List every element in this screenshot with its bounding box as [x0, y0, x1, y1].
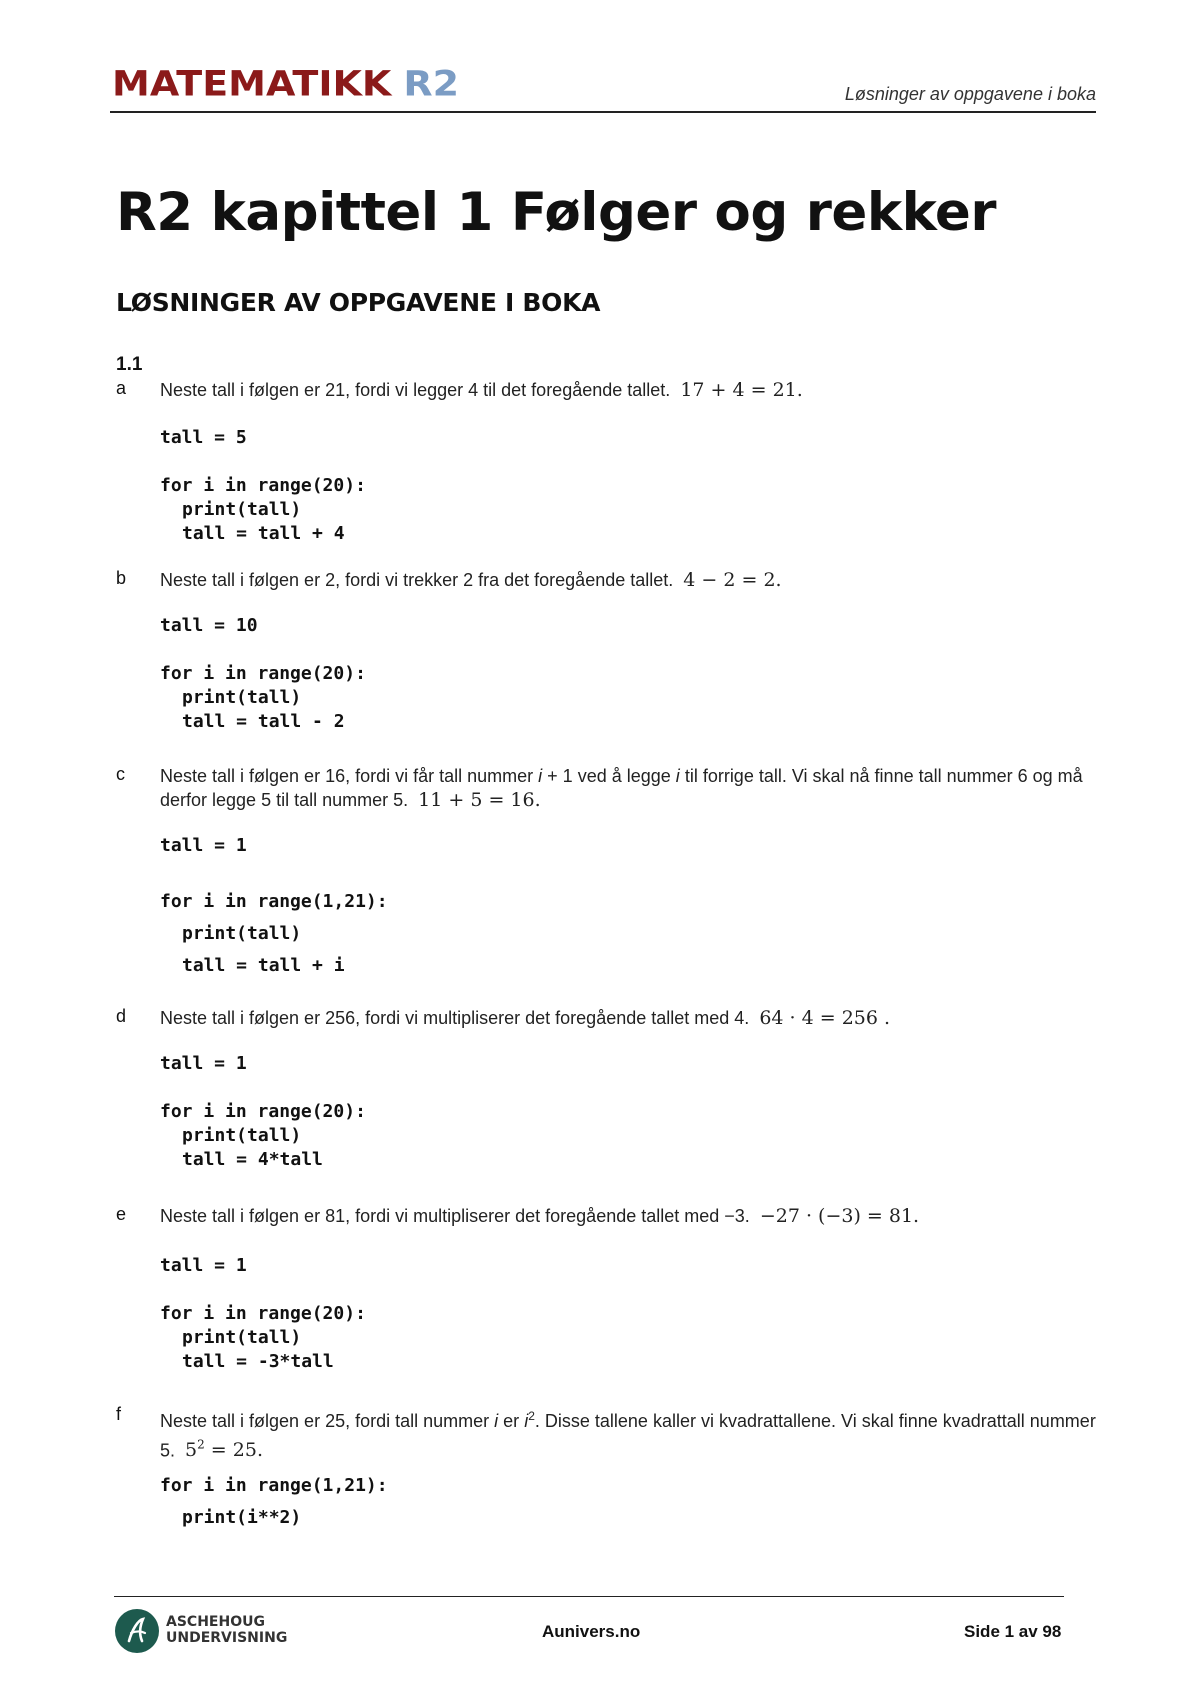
item-label-f: f	[116, 1404, 122, 1424]
exercise-number: 1.1	[116, 354, 143, 375]
item-label-a: a	[116, 378, 127, 398]
matematikk-r2-logo: MATEMATIKK R2	[112, 63, 460, 104]
code-block-c: tall = 1 for i in range(1,21): print(tall) tall = tall + i	[160, 835, 388, 976]
item-text-f: Neste tall i følgen er 25, fordi tall nummer i er $i^2$. Disse tallene kaller vi kvadrattallene. Vi skal finne kvadrattall nummer 5. $5^2 = 25$.	[160, 1409, 1096, 1462]
item-text-c: Neste tall i følgen er 16, fordi vi får tall nummer i + 1 ved å legge i til forrige tall. Vi skal nå finne tall nummer 6 og må derfor legge 5 til tall nummer 5. 11 + 5 = 16.	[160, 766, 1083, 811]
footer-website: Aunivers.no	[542, 1622, 641, 1641]
header-subtitle: Løsninger av oppgavene i boka	[844, 84, 1096, 104]
item-label-c: c	[116, 764, 125, 784]
code-block-b: tall = 10 for i in range(20): print(tall) tall = tall - 2	[160, 615, 366, 732]
page-number: Side 1 av 98	[964, 1622, 1062, 1641]
item-label-b: b	[116, 568, 127, 588]
math-a: 17 + 4 = 21.	[680, 379, 803, 401]
code-block-d: tall = 1 for i in range(20): print(tall) tall = 4*tall	[160, 1053, 366, 1170]
math-c: 11 + 5 = 16.	[418, 789, 541, 811]
math-d: 64 · 4 = 256 .	[759, 1007, 891, 1029]
footer-divider	[114, 1596, 1064, 1597]
code-block-e: tall = 1 for i in range(20): print(tall) tall = -3*tall	[160, 1255, 366, 1372]
item-label-e: e	[116, 1204, 127, 1224]
aschehoug-logo-icon	[114, 1608, 160, 1654]
item-text-e: Neste tall i følgen er 81, fordi vi multipliserer det foregående tallet med −3. −27 · (−3) = 81.	[160, 1205, 920, 1227]
item-text-d: Neste tall i følgen er 256, fordi vi multipliserer det foregående tallet med 4. 64 · 4 = 256 .	[160, 1007, 891, 1029]
math-f: $5^2 = 25$.	[185, 1438, 263, 1462]
header-divider	[110, 111, 1096, 113]
code-block-f: for i in range(1,21): print(i**2)	[160, 1475, 388, 1528]
item-label-d: d	[116, 1006, 127, 1026]
page-title: R2 kapittel 1 Følger og rekker	[116, 182, 996, 243]
code-block-a: tall = 5 for i in range(20): print(tall) tall = tall + 4	[160, 427, 366, 544]
math-b: 4 − 2 = 2.	[683, 569, 782, 591]
item-text-a: Neste tall i følgen er 21, fordi vi legger 4 til det foregående tallet. 17 + 4 = 21.	[160, 379, 803, 401]
section-heading: LØSNINGER AV OPPGAVENE I BOKA	[116, 288, 601, 317]
item-text-b: Neste tall i følgen er 2, fordi vi trekker 2 fra det foregående tallet. 4 − 2 = 2.	[160, 569, 782, 591]
math-e: −27 · (−3) = 81.	[759, 1205, 920, 1227]
publisher-name: ASCHEHOUG UNDERVISNING	[166, 1614, 288, 1646]
